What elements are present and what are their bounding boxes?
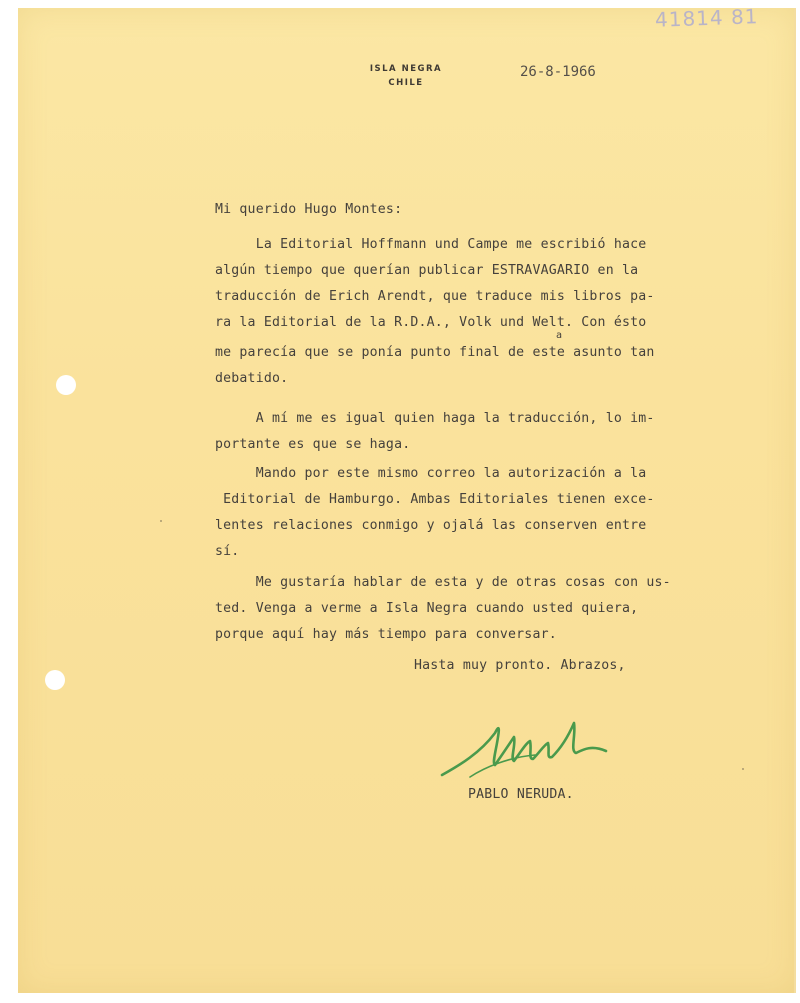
paragraph-1-line-4: ra la Editorial de la R.D.A., Volk und Welt. Con ésto xyxy=(215,315,647,330)
paragraph-4-line-3: porque aquí hay más tiempo para conversar. xyxy=(215,627,557,642)
letterhead xyxy=(356,62,456,90)
paragraph-4-line-1: Me gustaría hablar de esta y de otras cosas con us- xyxy=(215,575,671,590)
paragraph-1-line-2: algún tiempo que querían publicar ESTRAVAGARIO en la xyxy=(215,263,639,278)
closing-line: Hasta muy pronto. Abrazos, xyxy=(414,658,626,673)
paragraph-2-line-1: A mí me es igual quien haga la traducción, lo im- xyxy=(215,411,655,426)
signature-name: PABLO NERUDA. xyxy=(468,787,574,802)
paper-speck xyxy=(160,520,162,522)
paragraph-3-line-1: Mando por este mismo correo la autorización a la xyxy=(215,466,647,481)
paragraph-2-line-2: portante es que se haga. xyxy=(215,437,411,452)
paper-speck xyxy=(742,768,744,770)
punch-hole-upper xyxy=(56,375,76,395)
punch-hole-lower xyxy=(45,670,65,690)
letterhead-place: ISLA NEGRA xyxy=(369,64,443,74)
paragraph-3-line-4: sí. xyxy=(215,544,240,559)
letter-date: 26-8-1966 xyxy=(520,64,596,80)
correction-mark: a xyxy=(556,330,563,341)
paragraph-1-line-5: me parecía que se ponía punto final de este asunto tan xyxy=(215,345,655,360)
handwritten-signature xyxy=(440,715,610,785)
archive-number: 41814 81 xyxy=(654,4,759,32)
paragraph-1-line-3: traducción de Erich Arendt, que traduce mis libros pa- xyxy=(215,289,655,304)
paragraph-3-line-2: Editorial de Hamburgo. Ambas Editoriales tienen exce- xyxy=(215,492,655,507)
salutation: Mi querido Hugo Montes: xyxy=(215,202,403,217)
letterhead-country: CHILE xyxy=(388,78,424,88)
paragraph-1-line-1: La Editorial Hoffmann und Campe me escribió hace xyxy=(215,237,647,252)
paragraph-3-line-3: lentes relaciones conmigo y ojalá las conserven entre xyxy=(215,518,647,533)
paragraph-4-line-2: ted. Venga a verme a Isla Negra cuando usted quiera, xyxy=(215,601,639,616)
paragraph-1-line-6: debatido. xyxy=(215,371,289,386)
